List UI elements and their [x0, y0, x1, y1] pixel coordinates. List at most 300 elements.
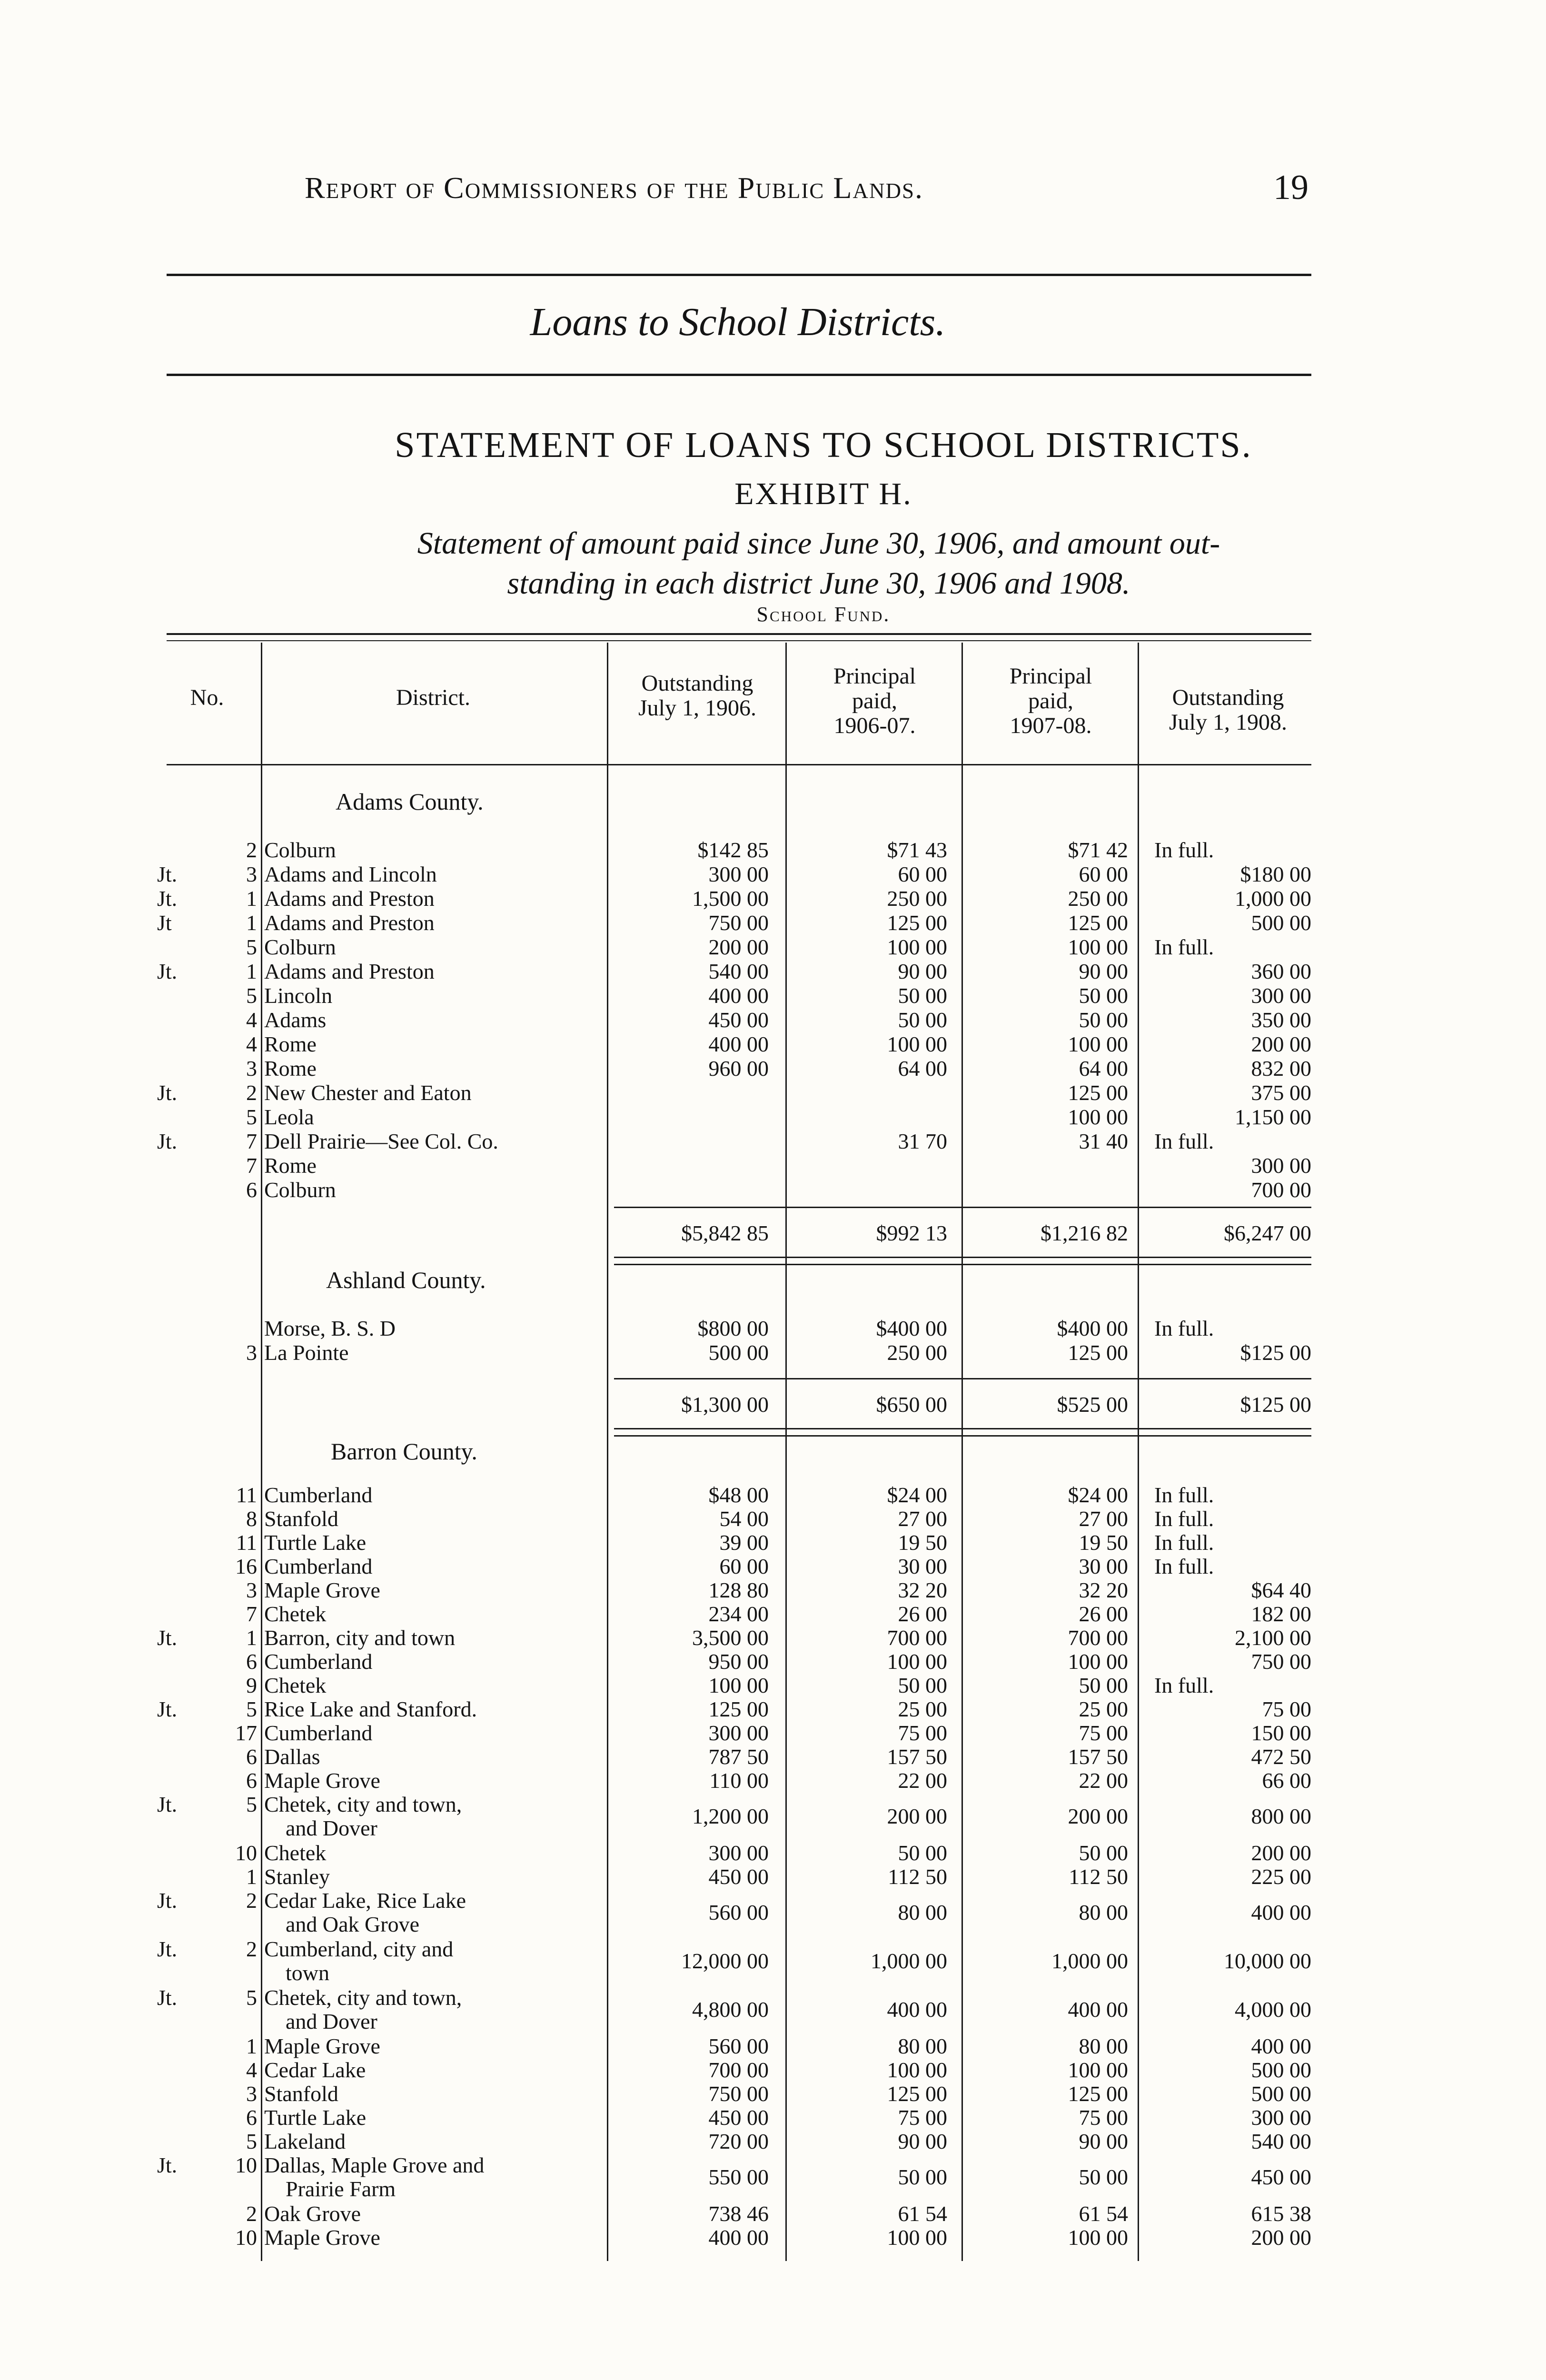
outstanding-1906: 39 00 [719, 1530, 769, 1555]
district-number: Jt. 7 [157, 1129, 257, 1153]
district-number: 6 [246, 2105, 257, 2130]
outstanding-1908: 540 00 [1251, 2129, 1311, 2153]
outstanding-1908: 300 00 [1251, 1153, 1311, 1178]
table-row [0, 1841, 1546, 1865]
principal-paid-1906-07: 90 00 [898, 2129, 947, 2153]
table-row [0, 911, 1546, 935]
totals-row [0, 1392, 1546, 1417]
principal-paid-1907-08: 50 00 [1079, 1673, 1128, 1697]
district-name: Cumberland [264, 1554, 373, 1578]
district-name: Cumberland [264, 1483, 373, 1507]
table-row [0, 983, 1546, 1008]
table-row [0, 1056, 1546, 1081]
outstanding-1908: In full. [1154, 1316, 1214, 1340]
district-name-cont: town [286, 1961, 329, 1985]
table-row [0, 1483, 1546, 1507]
district-name: Cedar Lake, Rice Lake [264, 1888, 466, 1913]
principal-paid-1907-08: 31 40 [1079, 1129, 1128, 1153]
table-row [0, 1178, 1546, 1202]
header-rule [167, 274, 1311, 276]
outstanding-1908: In full. [1154, 935, 1214, 959]
principal-paid-1906-07: 90 00 [898, 959, 947, 983]
principal-paid-1906-07: 100 00 [887, 935, 947, 959]
district-number: 5 [246, 1105, 257, 1129]
district-name: Rome [264, 1153, 317, 1178]
principal-paid-1906-07: 200 00 [887, 1804, 947, 1828]
outstanding-1908: In full. [1154, 1673, 1214, 1697]
principal-paid-1907-08: $71 42 [1068, 838, 1128, 862]
district-number: Jt. 10 [157, 2153, 257, 2177]
table-row [0, 1626, 1546, 1650]
outstanding-1906: 300 00 [708, 862, 769, 886]
joint-marker: Jt. [157, 1626, 178, 1650]
district-number: Jt. 1 [157, 1626, 257, 1650]
principal-paid-1906-07: 125 00 [887, 2082, 947, 2106]
total-c4: $125 00 [1240, 1392, 1311, 1417]
outstanding-1906: 300 00 [708, 1841, 769, 1865]
principal-paid-1906-07: 250 00 [887, 1340, 947, 1365]
outstanding-1906: 560 00 [708, 2034, 769, 2058]
table-row [0, 838, 1546, 863]
table-row [0, 1768, 1546, 1793]
outstanding-1906: 1,200 00 [692, 1804, 769, 1828]
district-name: La Pointe [264, 1340, 349, 1365]
table-row [0, 862, 1546, 887]
principal-paid-1906-07: 700 00 [887, 1626, 947, 1650]
outstanding-1906: 960 00 [708, 1056, 769, 1081]
district-number: Jt. 1 [157, 959, 257, 983]
outstanding-1906: 738 46 [708, 2202, 769, 2226]
district-number: Jt. 2 [157, 1081, 257, 1105]
outstanding-1908: 200 00 [1251, 1841, 1311, 1865]
outstanding-1908: 1,150 00 [1235, 1105, 1311, 1129]
page-number: 19 [1273, 168, 1308, 207]
total-rule [614, 1428, 1311, 1429]
caption-line-1: Statement of amount paid since June 30, 1906, and amount out- [417, 526, 1220, 561]
principal-paid-1907-08: 19 50 [1079, 1530, 1128, 1555]
district-number: Jt 1 [157, 911, 257, 935]
table-row [0, 2129, 1546, 2154]
outstanding-1908: 800 00 [1251, 1804, 1311, 1828]
outstanding-1906: 450 00 [708, 2105, 769, 2130]
joint-marker: Jt. [157, 1937, 178, 1961]
outstanding-1908: 500 00 [1251, 2082, 1311, 2106]
outstanding-1908: 10,000 00 [1224, 1949, 1311, 1973]
district-number: Jt. 5 [157, 1792, 257, 1816]
district-name: Stanfold [264, 1507, 338, 1531]
district-name: Chetek [264, 1841, 327, 1865]
principal-paid-1906-07: 400 00 [887, 1997, 947, 2022]
county-heading-ashland: Ashland County. [326, 1267, 486, 1293]
principal-paid-1906-07: 64 00 [898, 1056, 947, 1081]
joint-marker: Jt. [157, 1697, 178, 1721]
outstanding-1908: 375 00 [1251, 1081, 1311, 1105]
table-row [0, 1129, 1546, 1154]
district-name-cont: and Dover [286, 1816, 377, 1840]
principal-paid-1907-08: 50 00 [1079, 1841, 1128, 1865]
principal-paid-1907-08: 1,000 00 [1051, 1949, 1128, 1973]
outstanding-1906: 300 00 [708, 1721, 769, 1745]
district-name: Chetek, city and town, [264, 1985, 462, 2010]
district-number: Jt. 2 [157, 1888, 257, 1913]
outstanding-1908: 500 00 [1251, 2058, 1311, 2082]
table-row [0, 2058, 1546, 2082]
outstanding-1906: 500 00 [708, 1340, 769, 1365]
total-c1: $5,842 85 [681, 1221, 769, 1245]
table-row [0, 1008, 1546, 1032]
principal-paid-1906-07: 30 00 [898, 1554, 947, 1578]
outstanding-1906: $48 00 [708, 1483, 769, 1507]
district-number: 11 [236, 1483, 257, 1507]
table-row [0, 1888, 1546, 1936]
total-c1: $1,300 00 [681, 1392, 769, 1417]
table-row [0, 2202, 1546, 2226]
district-number: Jt. 1 [157, 886, 257, 911]
principal-paid-1907-08: 100 00 [1068, 935, 1128, 959]
col-header-principal-1907: Principal paid, 1907-08. [1009, 664, 1092, 738]
principal-paid-1906-07: 19 50 [898, 1530, 947, 1555]
principal-paid-1907-08: 90 00 [1079, 959, 1128, 983]
district-number: 2 [246, 2202, 257, 2226]
outstanding-1908: In full. [1154, 1554, 1214, 1578]
district-name: Stanley [264, 1864, 330, 1889]
district-number: 4 [246, 1008, 257, 1032]
total-c2: $992 13 [876, 1221, 947, 1245]
principal-paid-1907-08: 50 00 [1079, 983, 1128, 1008]
table-row [0, 2034, 1546, 2059]
outstanding-1906: 1,500 00 [692, 886, 769, 911]
principal-paid-1906-07: 50 00 [898, 2165, 947, 2189]
table-row [0, 1530, 1546, 1555]
table-row [0, 1864, 1546, 1889]
district-number: 8 [246, 1507, 257, 1531]
district-name: Dell Prairie—See Col. Co. [264, 1129, 498, 1153]
district-name: Maple Grove [264, 1768, 380, 1793]
total-rule [614, 1257, 1311, 1258]
district-number: 1 [246, 2034, 257, 2058]
table-row [0, 1697, 1546, 1722]
district-name: Adams and Preston [264, 959, 435, 983]
table-row [0, 1032, 1546, 1057]
outstanding-1906: 4,800 00 [692, 1997, 769, 2022]
principal-paid-1907-08: 25 00 [1079, 1697, 1128, 1721]
district-name: New Chester and Eaton [264, 1081, 472, 1105]
district-number: 9 [246, 1673, 257, 1697]
principal-paid-1907-08: 27 00 [1079, 1507, 1128, 1531]
table-row [0, 1081, 1546, 1105]
outstanding-1906: 720 00 [708, 2129, 769, 2153]
total-c3: $525 00 [1057, 1392, 1128, 1417]
district-name: Chetek, city and town, [264, 1792, 462, 1816]
table-row [0, 1792, 1546, 1840]
table-row [0, 1602, 1546, 1626]
principal-paid-1907-08: 400 00 [1068, 1997, 1128, 2022]
principal-paid-1906-07: 26 00 [898, 1602, 947, 1626]
district-name: Dallas, Maple Grove and [264, 2153, 485, 2177]
outstanding-1906: 540 00 [708, 959, 769, 983]
table-row [0, 2105, 1546, 2130]
district-name: Rice Lake and Stanford. [264, 1697, 477, 1721]
statement-title: STATEMENT OF LOANS TO SCHOOL DISTRICTS. [395, 425, 1252, 465]
principal-paid-1907-08: 100 00 [1068, 2225, 1128, 2250]
outstanding-1906: 125 00 [708, 1697, 769, 1721]
subtotal-rule [614, 1207, 1311, 1208]
principal-paid-1907-08: 50 00 [1079, 1008, 1128, 1032]
principal-paid-1906-07: 100 00 [887, 1649, 947, 1674]
district-name: Maple Grove [264, 2034, 380, 2058]
outstanding-1908: In full. [1154, 1129, 1214, 1153]
table-row [0, 2225, 1546, 2250]
principal-paid-1906-07: 75 00 [898, 1721, 947, 1745]
district-number: 1 [246, 1864, 257, 1889]
district-name: Morse, B. S. D [264, 1316, 396, 1340]
district-name: Turtle Lake [264, 1530, 367, 1555]
principal-paid-1906-07: 1,000 00 [871, 1949, 947, 1973]
outstanding-1908: 750 00 [1251, 1649, 1311, 1674]
total-c3: $1,216 82 [1041, 1221, 1128, 1245]
district-number: 16 [235, 1554, 257, 1578]
joint-marker: Jt. [157, 2153, 178, 2177]
district-number: 3 [246, 1340, 257, 1365]
total-rule [614, 1264, 1311, 1265]
principal-paid-1906-07: 61 54 [898, 2202, 947, 2226]
subtotal-rule [614, 1378, 1311, 1379]
principal-paid-1906-07: 22 00 [898, 1768, 947, 1793]
principal-paid-1907-08: 100 00 [1068, 1649, 1128, 1674]
statement-caption [143, 524, 1495, 604]
principal-paid-1906-07: 75 00 [898, 2105, 947, 2130]
table-row [0, 1985, 1546, 2033]
principal-paid-1907-08: 60 00 [1079, 862, 1128, 886]
district-name: Colburn [264, 1178, 336, 1202]
district-number: 7 [246, 1153, 257, 1178]
outstanding-1906: 12,000 00 [681, 1949, 769, 1973]
district-number: Jt. 5 [157, 1985, 257, 2010]
outstanding-1906: 750 00 [708, 911, 769, 935]
outstanding-1906: 234 00 [708, 1602, 769, 1626]
district-name: Oak Grove [264, 2202, 361, 2226]
table-row [0, 1153, 1546, 1178]
outstanding-1908: $125 00 [1240, 1340, 1311, 1365]
joint-marker: Jt. [157, 1985, 178, 2010]
joint-marker: Jt [157, 911, 172, 935]
district-name: Rome [264, 1032, 317, 1056]
district-name: Colburn [264, 935, 336, 959]
outstanding-1908: In full. [1154, 838, 1214, 862]
principal-paid-1907-08: 75 00 [1079, 1721, 1128, 1745]
principal-paid-1907-08: 64 00 [1079, 1056, 1128, 1081]
table-row [0, 1507, 1546, 1531]
table-top-rule-2 [167, 640, 1311, 641]
outstanding-1908: 700 00 [1251, 1178, 1311, 1202]
district-name: Maple Grove [264, 1578, 380, 1602]
outstanding-1906: 950 00 [708, 1649, 769, 1674]
district-number: 6 [246, 1649, 257, 1674]
table-row [0, 1721, 1546, 1745]
running-header: Report of Commissioners of the Public Lands. [305, 171, 923, 205]
table-row [0, 1554, 1546, 1579]
joint-marker: Jt. [157, 862, 178, 886]
principal-paid-1907-08: 200 00 [1068, 1804, 1128, 1828]
principal-paid-1907-08: 100 00 [1068, 2058, 1128, 2082]
principal-paid-1907-08: 157 50 [1068, 1745, 1128, 1769]
principal-paid-1907-08: 22 00 [1079, 1768, 1128, 1793]
header-bottom-rule [167, 764, 1311, 765]
district-number: 11 [236, 1530, 257, 1555]
district-name: Adams and Lincoln [264, 862, 437, 886]
outstanding-1908: 75 00 [1262, 1697, 1311, 1721]
joint-marker: Jt. [157, 1081, 178, 1105]
joint-marker: Jt. [157, 1792, 178, 1816]
outstanding-1908: 200 00 [1251, 1032, 1311, 1056]
principal-paid-1907-08: 61 54 [1079, 2202, 1128, 2226]
district-number: 5 [246, 2129, 257, 2153]
section-rule [167, 374, 1311, 376]
outstanding-1908: In full. [1154, 1507, 1214, 1531]
joint-marker: Jt. [157, 959, 178, 983]
outstanding-1906: 400 00 [708, 983, 769, 1008]
outstanding-1908: 615 38 [1251, 2202, 1311, 2226]
principal-paid-1907-08: 250 00 [1068, 886, 1128, 911]
outstanding-1908: In full. [1154, 1530, 1214, 1555]
total-rule [614, 1435, 1311, 1437]
table-row [0, 935, 1546, 960]
outstanding-1906: 450 00 [708, 1008, 769, 1032]
table-row [0, 1649, 1546, 1674]
principal-paid-1906-07: 31 70 [898, 1129, 947, 1153]
outstanding-1906: 700 00 [708, 2058, 769, 2082]
outstanding-1908: $64 40 [1251, 1578, 1311, 1602]
principal-paid-1907-08: 125 00 [1068, 2082, 1128, 2106]
principal-paid-1906-07: $71 43 [887, 838, 947, 862]
principal-paid-1906-07: 80 00 [898, 2034, 947, 2058]
table-row [0, 959, 1546, 984]
outstanding-1906: 450 00 [708, 1864, 769, 1889]
district-number: 17 [235, 1721, 257, 1745]
district-name-cont: and Oak Grove [286, 1912, 420, 1936]
outstanding-1908: 300 00 [1251, 983, 1311, 1008]
district-name: Maple Grove [264, 2225, 380, 2250]
district-number: Jt. 2 [157, 1937, 257, 1961]
outstanding-1908: 472 50 [1251, 1745, 1311, 1769]
district-name: Colburn [264, 838, 336, 862]
principal-paid-1907-08: $400 00 [1057, 1316, 1128, 1340]
principal-paid-1907-08: 125 00 [1068, 1340, 1128, 1365]
outstanding-1908: In full. [1154, 1483, 1214, 1507]
outstanding-1906: 128 80 [708, 1578, 769, 1602]
principal-paid-1906-07: 50 00 [898, 1841, 947, 1865]
outstanding-1908: 4,000 00 [1235, 1997, 1311, 2022]
district-number: 4 [246, 1032, 257, 1056]
principal-paid-1907-08: 700 00 [1068, 1626, 1128, 1650]
principal-paid-1906-07: 50 00 [898, 983, 947, 1008]
outstanding-1906: 60 00 [719, 1554, 769, 1578]
principal-paid-1906-07: 32 20 [898, 1578, 947, 1602]
district-number: 6 [246, 1745, 257, 1769]
district-name: Adams and Preston [264, 886, 435, 911]
table-row [0, 2082, 1546, 2106]
table-row [0, 1105, 1546, 1130]
district-name: Barron, city and town [264, 1626, 456, 1650]
district-number: 6 [246, 1768, 257, 1793]
district-number: 3 [246, 1056, 257, 1081]
outstanding-1906: 3,500 00 [692, 1626, 769, 1650]
principal-paid-1906-07: $24 00 [887, 1483, 947, 1507]
principal-paid-1906-07: 25 00 [898, 1697, 947, 1721]
principal-paid-1906-07: 100 00 [887, 2058, 947, 2082]
exhibit-label: EXHIBIT H. [734, 476, 912, 511]
principal-paid-1907-08: 26 00 [1079, 1602, 1128, 1626]
principal-paid-1907-08: 100 00 [1068, 1032, 1128, 1056]
table-row [0, 1937, 1546, 1985]
principal-paid-1907-08: 75 00 [1079, 2105, 1128, 2130]
district-name: Cumberland, city and [264, 1937, 454, 1961]
district-number: 3 [246, 1578, 257, 1602]
col-header-outstanding-1908: Outstanding July 1, 1908. [1169, 685, 1287, 735]
district-name: Cumberland [264, 1721, 373, 1745]
district-number: 10 [235, 1841, 257, 1865]
outstanding-1908: 832 00 [1251, 1056, 1311, 1081]
outstanding-1908: 400 00 [1251, 2034, 1311, 2058]
outstanding-1908: 150 00 [1251, 1721, 1311, 1745]
principal-paid-1907-08: 80 00 [1079, 2034, 1128, 2058]
district-name: Lincoln [264, 983, 333, 1008]
principal-paid-1907-08: 90 00 [1079, 2129, 1128, 2153]
outstanding-1908: 300 00 [1251, 2105, 1311, 2130]
principal-paid-1907-08: 50 00 [1079, 2165, 1128, 2189]
outstanding-1908: 2,100 00 [1235, 1626, 1311, 1650]
joint-marker: Jt. [157, 1888, 178, 1913]
caption-line-2: standing in each district June 30, 1906 and 1908. [507, 566, 1130, 601]
outstanding-1908: 1,000 00 [1235, 886, 1311, 911]
principal-paid-1906-07: 250 00 [887, 886, 947, 911]
district-name: Cumberland [264, 1649, 373, 1674]
table-row [0, 1578, 1546, 1603]
outstanding-1906: 110 00 [709, 1768, 769, 1793]
outstanding-1906: 550 00 [708, 2165, 769, 2189]
principal-paid-1907-08: $24 00 [1068, 1483, 1128, 1507]
outstanding-1906: 400 00 [708, 1032, 769, 1056]
outstanding-1906: 787 50 [708, 1745, 769, 1769]
district-name: Turtle Lake [264, 2105, 367, 2130]
principal-paid-1907-08: 100 00 [1068, 1105, 1128, 1129]
district-name-cont: Prairie Farm [286, 2177, 396, 2201]
outstanding-1906: 400 00 [708, 2225, 769, 2250]
district-number: 4 [246, 2058, 257, 2082]
outstanding-1906: 54 00 [719, 1507, 769, 1531]
principal-paid-1906-07: 125 00 [887, 911, 947, 935]
principal-paid-1907-08: 32 20 [1079, 1578, 1128, 1602]
district-number: 5 [246, 983, 257, 1008]
county-heading-barron: Barron County. [331, 1438, 477, 1465]
table-row [0, 1673, 1546, 1698]
outstanding-1906: 560 00 [708, 1900, 769, 1924]
principal-paid-1906-07: 27 00 [898, 1507, 947, 1531]
table-row [0, 1316, 1546, 1341]
outstanding-1906: $800 00 [697, 1316, 769, 1340]
principal-paid-1906-07: $400 00 [876, 1316, 947, 1340]
district-number: 5 [246, 935, 257, 959]
district-number: 3 [246, 2082, 257, 2106]
table-top-rule [167, 633, 1311, 635]
district-name: Dallas [264, 1745, 320, 1769]
principal-paid-1906-07: 50 00 [898, 1673, 947, 1697]
col-header-district: District. [396, 685, 470, 710]
district-number: 2 [246, 838, 257, 862]
outstanding-1906: 200 00 [708, 935, 769, 959]
principal-paid-1906-07: 100 00 [887, 1032, 947, 1056]
district-name: Stanfold [264, 2082, 338, 2106]
